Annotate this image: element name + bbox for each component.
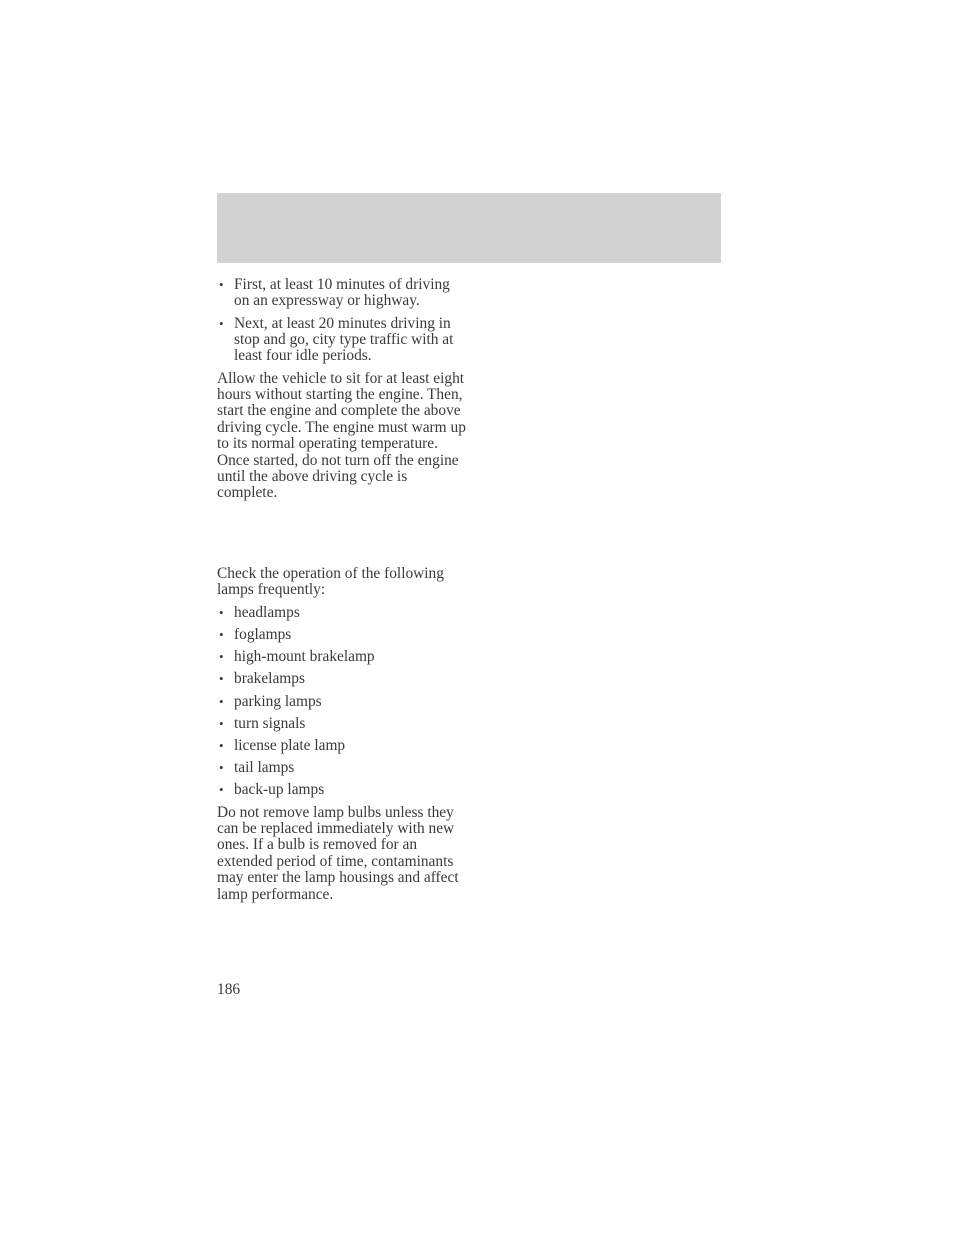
- list-item: [217, 627, 467, 643]
- bullet-icon: •: [219, 715, 224, 731]
- list-item: [217, 738, 467, 754]
- list-item: [217, 605, 467, 621]
- page-number: 186: [217, 981, 241, 998]
- list-item-text: Next, at least 20 minutes driving in stop and go, city type traffic with at least four idle periods.: [234, 314, 454, 365]
- driving-cycle-paragraph: Allow the vehicle to sit for at least eight hours without starting the engine. Then, start the engine and complete the above driving cycle. The engine must warm up to its normal operating temperature. Once started, do not turn off the engine until the above driving cycle is complete.: [217, 369, 466, 502]
- bullet-icon: •: [219, 626, 224, 642]
- bullet-icon: •: [219, 604, 224, 620]
- list-item-text: headlamps: [234, 603, 300, 621]
- list-item: [217, 694, 467, 710]
- bullet-icon: •: [219, 760, 224, 776]
- text-column: [217, 277, 467, 909]
- list-item-text: back-up lamps: [234, 781, 325, 799]
- list-item: [217, 671, 467, 687]
- bulb-removal-paragraph: Do not remove lamp bulbs unless they can be replaced immediately with new ones. If a bulb is removed for an extended period of time, contaminants may enter the lamp housings and affect lamp performance.: [217, 803, 459, 903]
- header-band: [217, 193, 721, 263]
- bullet-icon: •: [219, 737, 224, 753]
- list-item-text: license plate lamp: [234, 736, 346, 754]
- list-item-text: First, at least 10 minutes of driving on an expressway or highway.: [234, 276, 450, 310]
- list-item-text: parking lamps: [234, 692, 322, 710]
- bullet-icon: •: [219, 671, 224, 687]
- bullet-icon: •: [219, 315, 224, 331]
- list-item-text: tail lamps: [234, 759, 295, 777]
- list-item-text: brakelamps: [234, 670, 305, 688]
- list-item-text: turn signals: [234, 714, 306, 732]
- bullet-icon: •: [219, 277, 224, 292]
- driving-cycle-list: [217, 277, 467, 365]
- list-item: [217, 316, 467, 365]
- list-item: [217, 277, 467, 310]
- section-gap: [217, 508, 467, 566]
- list-item: [217, 716, 467, 732]
- lamps-intro: Check the operation of the following lamps frequently:: [217, 564, 444, 599]
- list-item: [217, 782, 467, 798]
- list-item-text: foglamps: [234, 625, 292, 643]
- list-item: [217, 760, 467, 776]
- bullet-icon: •: [219, 693, 224, 709]
- list-item: [217, 649, 467, 665]
- list-item-text: high-mount brakelamp: [234, 648, 375, 666]
- bullet-icon: •: [219, 782, 224, 798]
- bullet-icon: •: [219, 649, 224, 665]
- lamps-list: [217, 605, 467, 799]
